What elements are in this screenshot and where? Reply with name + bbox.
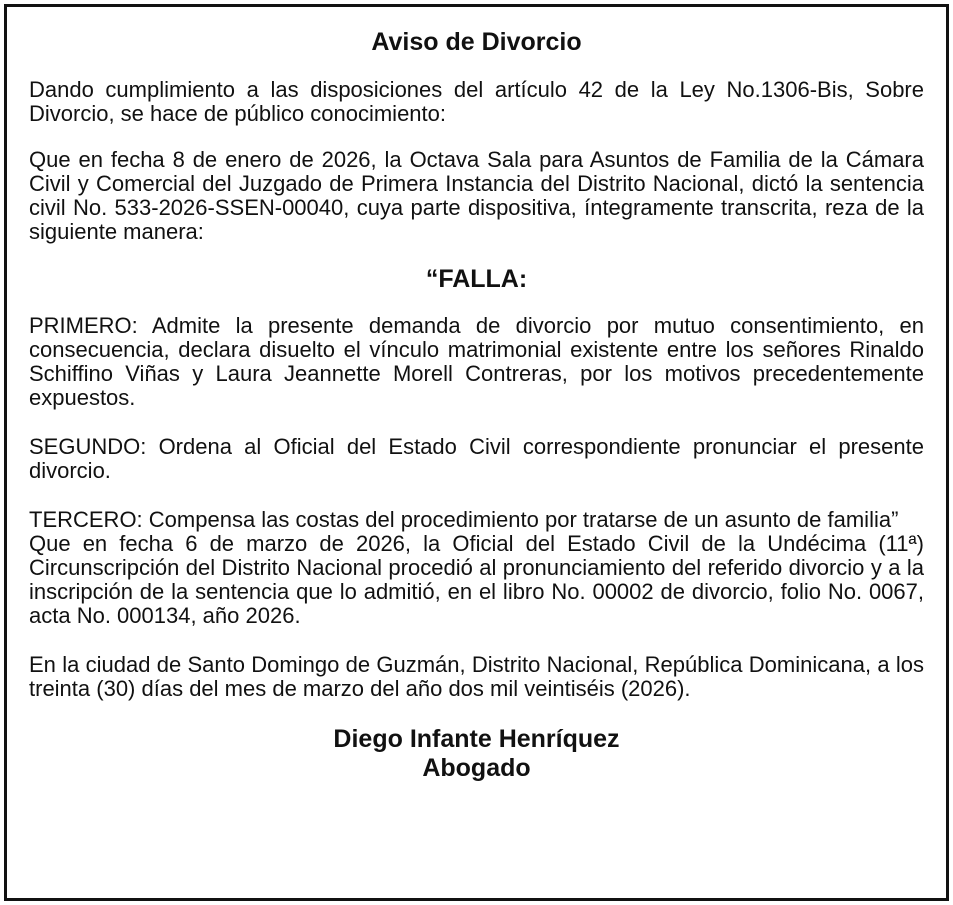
signer-name: Diego Infante Henríquez: [333, 725, 620, 753]
tercero-block: [29, 508, 924, 628]
divorce-notice: [4, 4, 949, 901]
signature-block: [29, 725, 924, 783]
ruling-intro-paragraph: Que en fecha 8 de enero de 2026, la Octava Sala para Asuntos de Familia de la Cámara Civil y Comercial del Juzgado de Primera Instancia del Distrito Nacional, dictó la sentencia civil No. 533-2026-SSEN-00040, cuya parte dispositiva, íntegramente transcrita, reza de la siguiente manera:: [29, 147, 924, 244]
place-date-paragraph: En la ciudad de Santo Domingo de Guzmán, Distrito Nacional, República Dominicana, a los treinta (30) días del mes de marzo del año dos mil veintiséis (2026).: [29, 652, 924, 701]
segundo-paragraph: SEGUNDO: Ordena al Oficial del Estado Civil correspondiente pronunciar el presente divorcio.: [29, 434, 924, 483]
signer-title: Abogado: [422, 754, 531, 782]
primero-paragraph: PRIMERO: Admite la presente demanda de divorcio por mutuo consentimiento, en consecuencia, declara disuelto el vínculo matrimonial existente entre los señores Rinaldo Schiffino Viñas y Laura Jeannette Morell Contreras, por los motivos precedentemente expuestos.: [29, 313, 924, 410]
pronouncement-paragraph: Que en fecha 6 de marzo de 2026, la Oficial del Estado Civil de la Undécima (11ª) Circunscripción del Distrito Nacional procedió al pronunciamiento del referido divorcio y a la inscripción de la sentencia que lo admitió, en el libro No. 00002 de divorcio, folio No. 0067, acta No. 000134, año 2026.: [29, 531, 924, 628]
falla-heading: “FALLA:: [425, 265, 528, 293]
intro-paragraph: Dando cumplimiento a las disposiciones del artículo 42 de la Ley No.1306-Bis, Sobre Divorcio, se hace de público conocimiento:: [29, 77, 924, 126]
notice-title: Aviso de Divorcio: [371, 28, 582, 56]
tercero-paragraph: TERCERO: Compensa las costas del procedimiento por tratarse de un asunto de familia”: [29, 507, 899, 532]
